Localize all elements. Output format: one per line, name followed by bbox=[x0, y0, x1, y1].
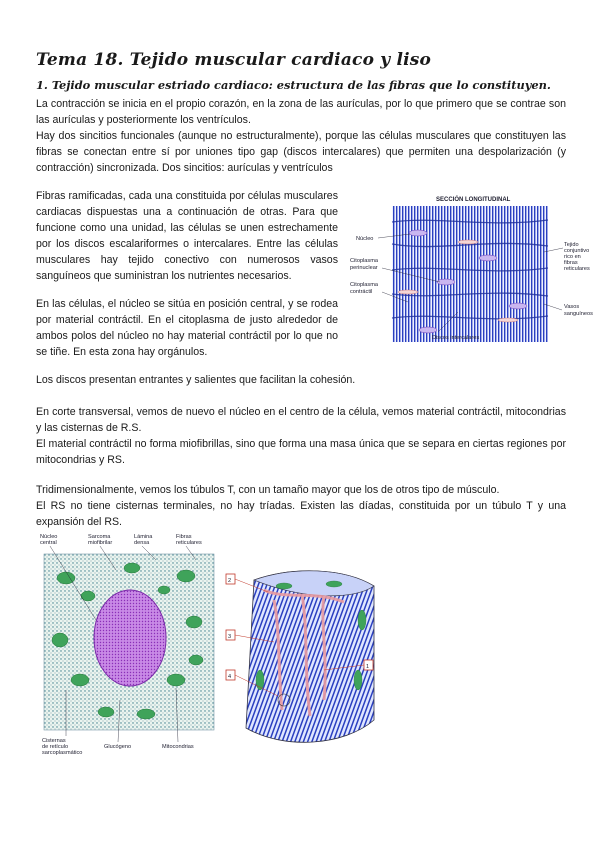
paragraph-diadas: El RS no tiene cisternas terminales, no hay tríadas. Existen las díadas, constituida por un túbulo T y una expansión del RS. bbox=[36, 500, 566, 528]
label-discos-intercalares: Discos intercalares bbox=[432, 335, 480, 341]
figure-transverse-section bbox=[36, 530, 226, 756]
label-t-sarcoma-2: miofibrilar bbox=[88, 540, 113, 546]
label-tejido: Tejido bbox=[564, 242, 579, 248]
label-citoplasma-perinuclear-2: perinuclear bbox=[350, 265, 378, 271]
label-t-cisternas: Cisternas bbox=[42, 738, 66, 744]
label-t-glucogeno: Glucógeno bbox=[104, 744, 132, 750]
label-vasos: Vasos bbox=[564, 304, 580, 310]
label-t-fibras: Fibras bbox=[176, 534, 192, 540]
label-tejido-5: reticulares bbox=[564, 266, 590, 272]
figure-longitudinal-section bbox=[348, 192, 600, 346]
label-tejido-3: rico en bbox=[564, 254, 581, 260]
paragraph-corte-transversal: En corte transversal, vemos de nuevo el núcleo en el centro de la célula, vemos material contráctil, mitocondrias y las cisternas de R.S. bbox=[36, 406, 566, 434]
label-vasos-2: sanguíneos bbox=[564, 311, 593, 317]
callout-2-text: 2 bbox=[228, 578, 232, 584]
paragraph-contraction: La contracción se inicia en el propio corazón, en la zona de las aurículas, por lo que primero que se contrae son las aurículas y posteriormente los ventrículos. bbox=[36, 98, 566, 126]
label-citoplasma-contractil: Citoplasma bbox=[350, 282, 378, 288]
fig-long-tissue bbox=[392, 206, 548, 342]
label-t-sarcoma: Sarcoma bbox=[88, 534, 111, 540]
label-tejido-2: conjuntivo bbox=[564, 248, 590, 254]
label-t-nucleo: Núcleo bbox=[40, 534, 58, 540]
label-citoplasma-perinuclear: Citoplasma bbox=[350, 258, 378, 264]
paragraph-fibras: Fibras ramificadas, cada una constituida por células musculares cardiacas dispuestas una a continuación de otras. Para que funcione como una unidad, las células se unen estrechamente por los discos escalariformes o intercalares. Entre las células musculares hay tejido conectivo con numerosos vasos sanguíneos que suministran los nutrientes necesarios. bbox=[36, 190, 338, 282]
label-t-fibras-2: reticulares bbox=[176, 540, 202, 546]
paragraph-sincitios: Hay dos sincitios funcionales (aunque no estructuralmente), porque las células musculares que constituyen las fibras se conectan entre sí por uniones tipo gap (discos intercalares) que permiten una despolarización (y contracción) sincronizada. Dos sincitios: aurículas y ventrículos bbox=[36, 130, 566, 174]
page-title: Tema 18. Tejido muscular cardiaco y liso bbox=[36, 50, 432, 70]
callout-1-text: 1 bbox=[366, 664, 370, 670]
label-t-nucleo-2: central bbox=[40, 540, 57, 546]
paragraph-discos: Los discos presentan entrantes y salientes que facilitan la cohesión. bbox=[36, 374, 356, 386]
label-t-lamina: Lámina bbox=[134, 534, 153, 540]
callout-3-text: 3 bbox=[228, 634, 232, 640]
label-nucleo: Núcleo bbox=[356, 236, 374, 242]
label-t-lamina-2: densa bbox=[134, 540, 150, 546]
fig-long-title: SECCIÓN LONGITUDINAL bbox=[436, 197, 511, 203]
callout-4-text: 4 bbox=[228, 674, 232, 680]
label-t-cisternas-2: de retículo bbox=[42, 744, 69, 750]
section-heading: 1. Tejido muscular estriado cardiaco: estructura de las fibras que lo constituyen. bbox=[36, 78, 551, 92]
label-citoplasma-contractil-2: contráctil bbox=[350, 289, 373, 295]
label-t-mitocondrias: Mitocondrias bbox=[162, 744, 194, 750]
label-t-cisternas-3: sarcoplasmático bbox=[42, 750, 83, 756]
paragraph-material-contractil: El material contráctil no forma miofibrillas, sino que forma una masa única que se separa en ciertas regiones por mitocondrias y RS. bbox=[36, 438, 566, 466]
figure-3d-diagram bbox=[224, 560, 384, 760]
paragraph-nucleo: En las células, el núcleo se sitúa en posición central, y se rodea por material contráctil. En el citoplasma de justo alrededor de ambos polos del núcleo no hay material contráctil por lo que no se tiñe. En esta zona hay orgánulos. bbox=[36, 298, 338, 358]
label-tejido-4: fibras bbox=[564, 260, 578, 266]
paragraph-tubulos-t: Tridimensionalmente, vemos los túbulos T, con un tamaño mayor que los de otros tipo de músculo. bbox=[36, 484, 500, 496]
t-nucleus bbox=[94, 590, 166, 686]
